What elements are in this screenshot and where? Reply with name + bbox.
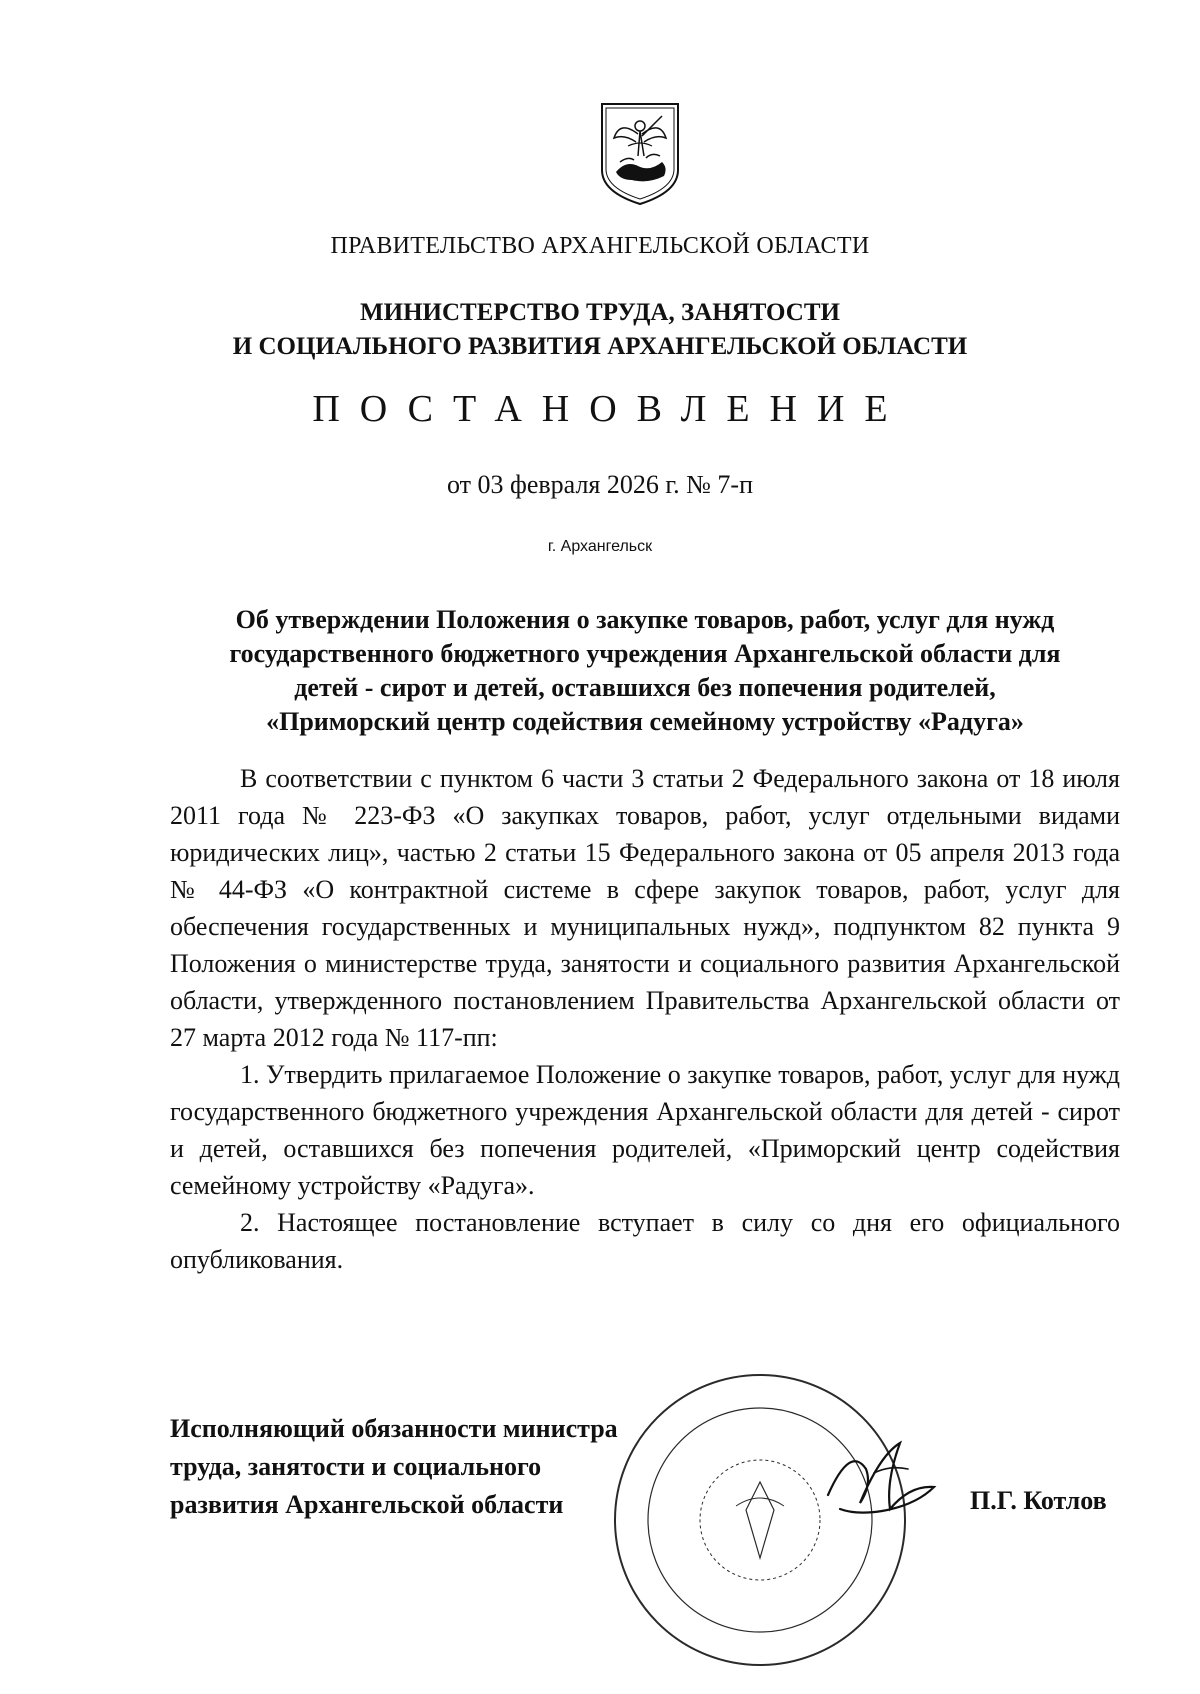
signatory-name: П.Г. Котлов [970, 1486, 1107, 1515]
body-preamble: В соответствии с пунктом 6 части 3 статьи 2 Федерального закона от 18 июля 2011 года № 223-ФЗ «О закупках товаров, работ, услуг отдельными видами юридических лиц», частью 2 статьи 15 Федерального закона от 05 апреля 2013 года № 44-ФЗ «О контрактной системе в сфере закупок товаров, работ, услуг для обеспечения государственных и муниципальных нужд», подпунктом 82 пункта 9 Положения о министерстве труда, занятости и социального развития Архангельской области, утвержденного постановлением Правительства Архангельской области от 27 марта 2012 года № 117-пп: [170, 764, 1120, 1052]
government-title: ПРАВИТЕЛЬСТВО АРХАНГЕЛЬСКОЙ ОБЛАСТИ [330, 233, 870, 259]
heading-line-3: детей - сирот и детей, оставшихся без попечения родителей, [294, 673, 996, 702]
document-date-number: от 03 февраля 2026 г. № 7-п [447, 470, 753, 499]
body-item-2: 2. Настоящее постановление вступает в силу со дня его официального опубликования. [170, 1208, 1120, 1274]
coat-of-arms-icon [598, 100, 682, 208]
document-heading [170, 603, 1120, 739]
ministry-name-line-1: МИНИСТЕРСТВО ТРУДА, ЗАНЯТОСТИ [360, 299, 840, 326]
signatory-position-line-2: труда, занятости и социального [170, 1452, 542, 1481]
signatory-position [170, 1410, 690, 1524]
document-body [170, 760, 1120, 1278]
heading-line-1: Об утверждении Положения о закупке товаров, работ, услуг для нужд [235, 605, 1055, 634]
heading-line-4: «Приморский центр содействия семейному устройству «Радуга» [266, 707, 1024, 736]
heading-line-2: государственного бюджетного учреждения Архангельской области для [229, 639, 1061, 668]
signatory-position-line-1: Исполняющий обязанности министра [170, 1414, 618, 1443]
ministry-name [0, 296, 1200, 364]
document-city: г. Архангельск [547, 538, 653, 555]
signatory-position-line-3: развития Архангельской области [170, 1490, 564, 1519]
ministry-name-line-2: И СОЦИАЛЬНОГО РАЗВИТИЯ АРХАНГЕЛЬСКОЙ ОБЛАСТИ [232, 333, 968, 360]
handwritten-signature-icon [820, 1425, 940, 1535]
document-type: ПОСТАНОВЛЕНИЕ [312, 388, 908, 430]
body-item-1: 1. Утвердить прилагаемое Положение о закупке товаров, работ, услуг для нужд государственного бюджетного учреждения Архангельской области для детей - сирот и детей, оставшихся без попечения родителей, «Приморский центр содействия семейному устройству «Радуга». [170, 1060, 1120, 1200]
